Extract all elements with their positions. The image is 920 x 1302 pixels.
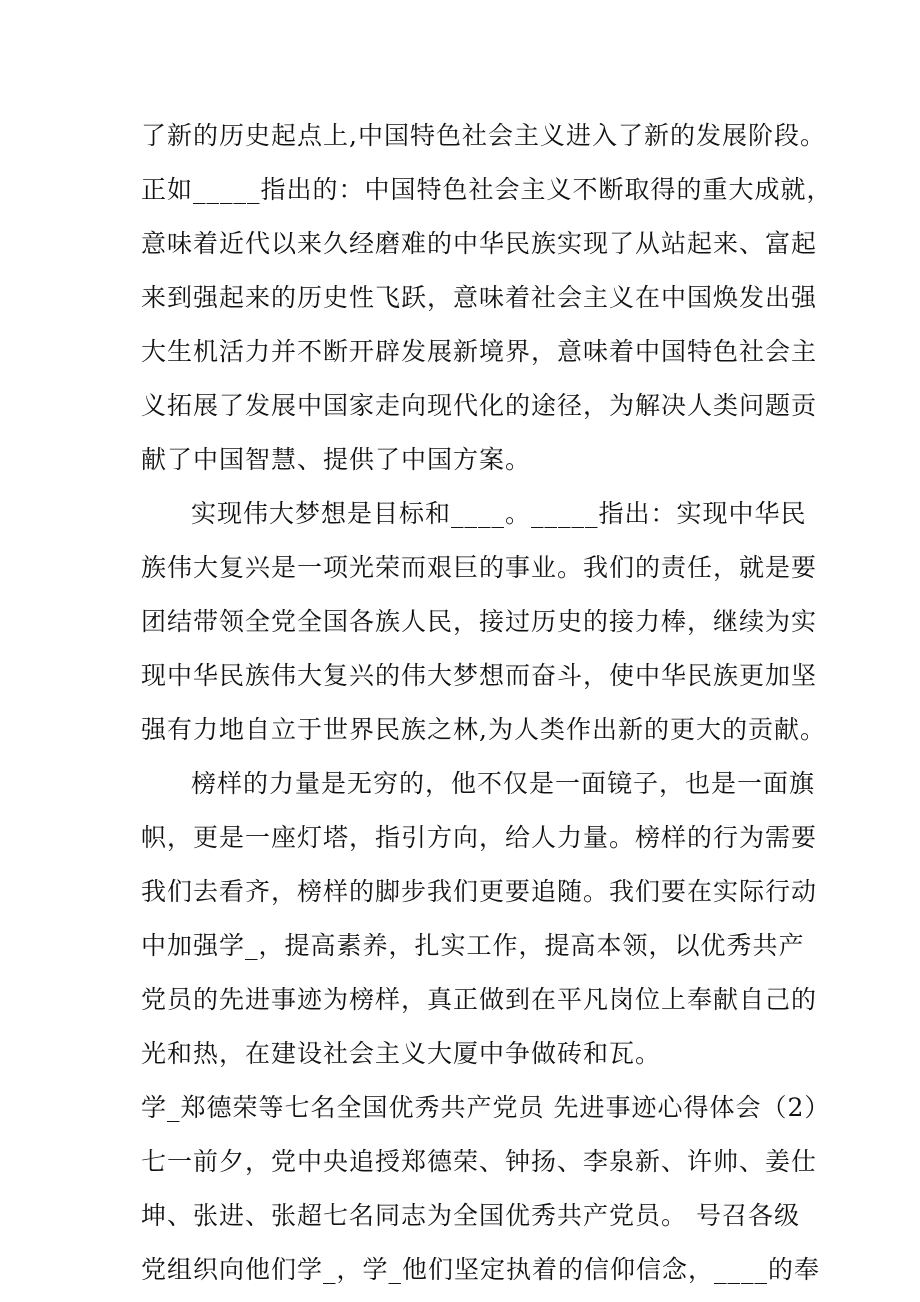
text-line: 团结带领全党全国各族人民，接过历史的接力棒，继续为实 [141,607,818,636]
text-line: 正如_____指出的：中国特色社会主义不断取得的重大成就， [141,175,833,204]
section-heading: 学_郑德荣等七名全国优秀共产党员 先进事迹心得体会（2） [141,1093,831,1122]
text-line: 光和热，在建设社会主义大厦中争做砖和瓦。 [141,1039,662,1068]
text-line: 坤、张进、张超七名同志为全国优秀共产党员。 号召各级 [141,1201,800,1230]
text-line: 帜，更是一座灯塔，指引方向，给人力量。榜样的行为需要 [141,823,818,852]
text-line: 来到强起来的历史性飞跃，意味着社会主义在中国焕发出强 [141,283,818,312]
text-line: 我们去看齐，榜样的脚步我们更要追随。我们要在实际行动 [141,877,818,906]
text-line: 义拓展了发展中国家走向现代化的途径，为解决人类问题贡 [141,391,818,420]
text-line: 献了中国智慧、提供了中国方案。 [141,445,532,474]
text-line: 中加强学_，提高素养，扎实工作，提高本领，以优秀共产 [141,931,805,960]
text-line: 族伟大复兴是一项光荣而艰巨的事业。我们的责任，就是要 [141,553,818,582]
text-line: 了新的历史起点上,中国特色社会主义进入了新的发展阶段。 [141,121,826,150]
text-line: 七一前夕，党中央追授郑德荣、钟扬、李泉新、许帅、姜仕 [141,1147,818,1176]
text-line: 现中华民族伟大复兴的伟大梦想而奋斗，使中华民族更加坚 [141,661,818,690]
text-line: 党员的先进事迹为榜样，真正做到在平凡岗位上奉献自己的 [141,985,818,1014]
text-line: 榜样的力量是无穷的，他不仅是一面镜子，也是一面旗 [191,769,816,798]
text-line: 强有力地自立于世界民族之林,为人类作出新的更大的贡献。 [141,715,826,744]
text-line: 大生机活力并不断开辟发展新境界，意味着中国特色社会主 [141,337,818,366]
text-line: 党组织向他们学_，学_他们坚定执着的信仰信念，____的奉 [141,1255,821,1284]
text-line: 实现伟大梦想是目标和____。_____指出：实现中华民 [191,499,807,528]
text-line: 意味着近代以来久经磨难的中华民族实现了从站起来、富起 [141,229,818,258]
